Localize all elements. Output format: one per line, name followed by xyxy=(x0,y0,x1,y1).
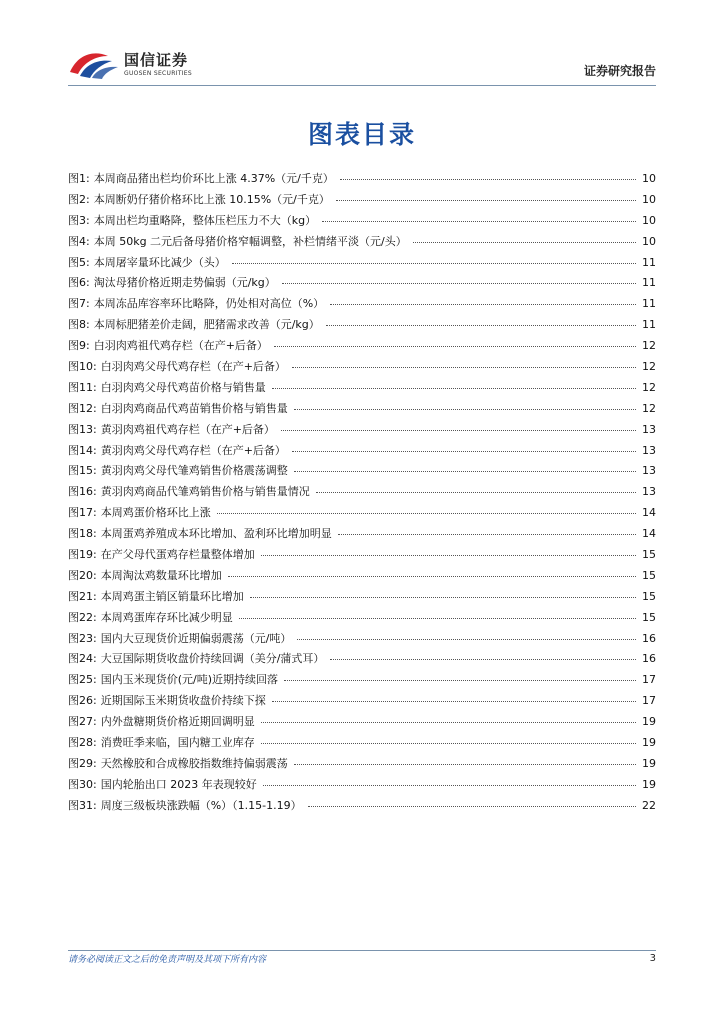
toc-entry-title: 黄羽肉鸡商品代雏鸡销售价格与销售量情况 xyxy=(100,485,310,499)
toc-leader-dots xyxy=(217,513,636,514)
toc-entry-number: 图31: xyxy=(68,798,97,812)
toc-leader-dots xyxy=(250,597,636,598)
toc-leader-dots xyxy=(308,806,636,807)
toc-entry[interactable] xyxy=(68,504,656,525)
toc-entry-page: 13 xyxy=(642,485,656,499)
toc-entry-title: 黄羽肉鸡父母代鸡存栏（在产+后备） xyxy=(100,443,286,457)
toc-entry-number: 图11: xyxy=(68,380,97,394)
toc-entry-number: 图7: xyxy=(68,297,90,311)
toc-entry[interactable] xyxy=(68,400,656,421)
toc-entry-page: 10 xyxy=(642,172,656,185)
company-logo xyxy=(68,50,192,80)
toc-entry-number: 图5: xyxy=(68,255,90,269)
toc-leader-dots xyxy=(228,576,636,577)
toc-entry-page: 19 xyxy=(642,736,656,750)
toc-entry-title: 白羽肉鸡祖代鸡存栏（在产+后备） xyxy=(93,339,268,353)
footer-divider xyxy=(68,950,656,951)
toc-entry-title: 内外盘糖期货价格近期回调明显 xyxy=(100,715,255,729)
toc-leader-dots xyxy=(263,785,636,786)
toc-entry[interactable] xyxy=(68,671,656,692)
toc-entry-number: 图4: xyxy=(68,234,90,248)
toc-entry-page: 19 xyxy=(642,715,656,729)
toc-entry-number: 图20: xyxy=(68,568,97,582)
toc-entry[interactable] xyxy=(68,191,656,212)
toc-entry-page: 13 xyxy=(642,464,656,478)
toc-entry[interactable] xyxy=(68,546,656,567)
toc-leader-dots xyxy=(239,618,636,619)
toc-entry-title: 本周断奶仔猪价格环比上涨 10.15%（元/千克） xyxy=(93,192,330,206)
toc-entry-number: 图6: xyxy=(68,276,90,290)
toc-leader-dots xyxy=(261,555,636,556)
toc-entry-page: 15 xyxy=(642,589,656,603)
toc-entry-page: 15 xyxy=(642,568,656,582)
toc-entry[interactable] xyxy=(68,755,656,776)
toc-entry-page: 11 xyxy=(642,255,656,269)
toc-entry-title: 本周商品猪出栏均价环比上涨 4.37%（元/千克） xyxy=(93,172,334,185)
toc-leader-dots xyxy=(294,764,636,765)
toc-entry[interactable] xyxy=(68,212,656,233)
toc-entry-page: 16 xyxy=(642,631,656,645)
toc-entry-page: 13 xyxy=(642,443,656,457)
toc-entry-title: 国内大豆现货价近期偏弱震荡（元/吨） xyxy=(100,631,292,645)
toc-entry-title: 本周屠宰量环比减少（头） xyxy=(93,255,226,269)
toc-entry[interactable] xyxy=(68,170,656,191)
toc-entry-number: 图10: xyxy=(68,360,97,374)
header-divider xyxy=(68,85,656,86)
toc-entry-page: 15 xyxy=(642,548,656,562)
toc-leader-dots xyxy=(292,451,636,452)
toc-entry-title: 淘汰母猪价格近期走势偏弱（元/kg） xyxy=(93,276,276,290)
toc-leader-dots xyxy=(340,179,636,180)
toc-entry-page: 17 xyxy=(642,694,656,708)
toc-entry-page: 19 xyxy=(642,756,656,770)
toc-entry-page: 16 xyxy=(642,652,656,666)
toc-leader-dots xyxy=(272,388,636,389)
toc-entry-title: 本周 50kg 二元后备母猪价格窄幅调整，补栏情绪平淡（元/头） xyxy=(93,234,407,248)
toc-entry-number: 图1: xyxy=(68,172,90,185)
toc-entry-title: 本周蛋鸡养殖成本环比增加、盈利环比增加明显 xyxy=(100,527,332,541)
toc-leader-dots xyxy=(292,367,636,368)
toc-entry-title: 本周鸡蛋库存环比减少明显 xyxy=(100,610,233,624)
toc-entry-page: 11 xyxy=(642,276,656,290)
toc-entry-title: 天然橡胶和合成橡胶指数维持偏弱震荡 xyxy=(100,756,288,770)
toc-entry-number: 图3: xyxy=(68,213,90,227)
toc-entry-number: 图19: xyxy=(68,548,97,562)
toc-leader-dots xyxy=(413,242,636,243)
toc-entry-number: 图15: xyxy=(68,464,97,478)
toc-entry-number: 图22: xyxy=(68,610,97,624)
toc-entry-number: 图30: xyxy=(68,777,97,791)
toc-entry-title: 黄羽肉鸡祖代鸡存栏（在产+后备） xyxy=(100,422,275,436)
toc-entry-page: 12 xyxy=(642,401,656,415)
toc-entry[interactable] xyxy=(68,274,656,295)
toc-entry-page: 10 xyxy=(642,213,656,227)
toc-entry-title: 白羽肉鸡父母代鸡苗价格与销售量 xyxy=(100,380,266,394)
toc-entry-number: 图21: xyxy=(68,589,97,603)
toc-entry-number: 图14: xyxy=(68,443,97,457)
toc-entry[interactable] xyxy=(68,483,656,504)
toc-entry-number: 图29: xyxy=(68,756,97,770)
disclaimer: 请务必阅读正文之后的免责声明及其项下所有内容 xyxy=(68,955,267,965)
toc-entry-title: 本周鸡蛋价格环比上涨 xyxy=(100,506,211,520)
guosen-logo-icon xyxy=(68,50,120,80)
toc-entry[interactable] xyxy=(68,797,656,818)
toc-entry-page: 14 xyxy=(642,506,656,520)
toc-entry-title: 白羽肉鸡商品代鸡苗销售价格与销售量 xyxy=(100,401,288,415)
toc-leader-dots xyxy=(322,221,636,222)
toc-entry-page: 10 xyxy=(642,192,656,206)
figure-list xyxy=(68,170,656,818)
toc-entry-number: 图16: xyxy=(68,485,97,499)
toc-entry[interactable] xyxy=(68,650,656,671)
toc-entry[interactable] xyxy=(68,692,656,713)
toc-entry-number: 图27: xyxy=(68,715,97,729)
toc-entry-page: 12 xyxy=(642,360,656,374)
toc-leader-dots xyxy=(232,263,636,264)
toc-leader-dots xyxy=(338,534,636,535)
toc-entry-number: 图9: xyxy=(68,339,90,353)
page-title: 图表目录 xyxy=(307,120,416,149)
toc-entry[interactable] xyxy=(68,254,656,275)
toc-leader-dots xyxy=(326,325,636,326)
toc-entry-number: 图18: xyxy=(68,527,97,541)
toc-entry[interactable] xyxy=(68,567,656,588)
toc-leader-dots xyxy=(294,471,636,472)
toc-entry-page: 11 xyxy=(642,318,656,332)
toc-entry-title: 国内玉米现货价(元/吨)近期持续回落 xyxy=(100,673,278,687)
toc-entry-page: 12 xyxy=(642,339,656,353)
toc-entry-page: 10 xyxy=(642,234,656,248)
toc-entry-page: 22 xyxy=(642,798,656,812)
toc-entry-title: 黄羽肉鸡父母代雏鸡销售价格震荡调整 xyxy=(100,464,288,478)
toc-entry[interactable] xyxy=(68,442,656,463)
toc-entry-title: 本周出栏均重略降，整体压栏压力不大（kg） xyxy=(93,213,317,227)
toc-entry[interactable] xyxy=(68,421,656,442)
toc-entry-title: 国内轮胎出口 2023 年表现较好 xyxy=(100,777,257,791)
toc-entry-number: 图13: xyxy=(68,422,97,436)
toc-entry[interactable] xyxy=(68,316,656,337)
toc-leader-dots xyxy=(316,492,636,493)
toc-leader-dots xyxy=(330,304,636,305)
toc-entry[interactable] xyxy=(68,713,656,734)
toc-entry[interactable] xyxy=(68,525,656,546)
toc-entry-page: 15 xyxy=(642,610,656,624)
toc-leader-dots xyxy=(261,743,636,744)
toc-leader-dots xyxy=(330,659,636,660)
toc-entry-title: 大豆国际期货收盘价持续回调（美分/蒲式耳） xyxy=(100,652,325,666)
toc-entry-title: 本周标肥猪差价走阔，肥猪需求改善（元/kg） xyxy=(93,318,320,332)
toc-entry-page: 12 xyxy=(642,380,656,394)
toc-entry-title: 本周鸡蛋主销区销量环比增加 xyxy=(100,589,244,603)
toc-entry-page: 11 xyxy=(642,297,656,311)
document-type: 证券研究报告 xyxy=(583,64,656,78)
company-name-cn: 国信证券 xyxy=(124,51,189,69)
page-header xyxy=(68,50,656,84)
toc-leader-dots xyxy=(284,680,636,681)
toc-entry[interactable] xyxy=(68,233,656,254)
toc-entry-title: 周度三级板块涨跌幅（%）（1.15-1.19） xyxy=(100,798,302,812)
toc-entry[interactable] xyxy=(68,734,656,755)
toc-entry-title: 本周冻品库容率环比略降，仍处相对高位（%） xyxy=(93,297,325,311)
toc-entry-number: 图26: xyxy=(68,694,97,708)
toc-entry-number: 图28: xyxy=(68,736,97,750)
toc-entry[interactable] xyxy=(68,462,656,483)
toc-entry[interactable] xyxy=(68,609,656,630)
toc-entry-number: 图24: xyxy=(68,652,97,666)
toc-entry-number: 图8: xyxy=(68,318,90,332)
toc-entry-number: 图12: xyxy=(68,401,97,415)
toc-entry-page: 19 xyxy=(642,777,656,791)
toc-leader-dots xyxy=(294,409,636,410)
toc-leader-dots xyxy=(281,430,636,431)
toc-entry-number: 图25: xyxy=(68,673,97,687)
toc-entry-page: 14 xyxy=(642,527,656,541)
toc-entry-title: 本周淘汰鸡数量环比增加 xyxy=(100,568,222,582)
toc-leader-dots xyxy=(336,200,636,201)
toc-entry[interactable] xyxy=(68,358,656,379)
toc-entry-title: 白羽肉鸡父母代鸡存栏（在产+后备） xyxy=(100,360,286,374)
toc-entry[interactable] xyxy=(68,776,656,797)
toc-entry[interactable] xyxy=(68,588,656,609)
toc-entry-title: 在产父母代蛋鸡存栏量整体增加 xyxy=(100,548,255,562)
toc-leader-dots xyxy=(272,701,636,702)
toc-entry[interactable] xyxy=(68,295,656,316)
toc-entry-page: 17 xyxy=(642,673,656,687)
toc-entry-title: 消费旺季来临，国内糖工业库存 xyxy=(100,736,255,750)
toc-entry[interactable] xyxy=(68,337,656,358)
toc-entry[interactable] xyxy=(68,630,656,651)
toc-entry-number: 图23: xyxy=(68,631,97,645)
toc-leader-dots xyxy=(297,639,636,640)
toc-entry-number: 图17: xyxy=(68,506,97,520)
page-number: 3 xyxy=(649,953,656,964)
toc-leader-dots xyxy=(274,346,636,347)
toc-entry-number: 图2: xyxy=(68,192,90,206)
toc-entry[interactable] xyxy=(68,379,656,400)
toc-leader-dots xyxy=(261,722,636,723)
toc-entry-page: 13 xyxy=(642,422,656,436)
company-name-en: GUOSEN SECURITIES xyxy=(124,70,193,77)
toc-entry-title: 近期国际玉米期货收盘价持续下探 xyxy=(100,694,266,708)
toc-leader-dots xyxy=(282,283,636,284)
